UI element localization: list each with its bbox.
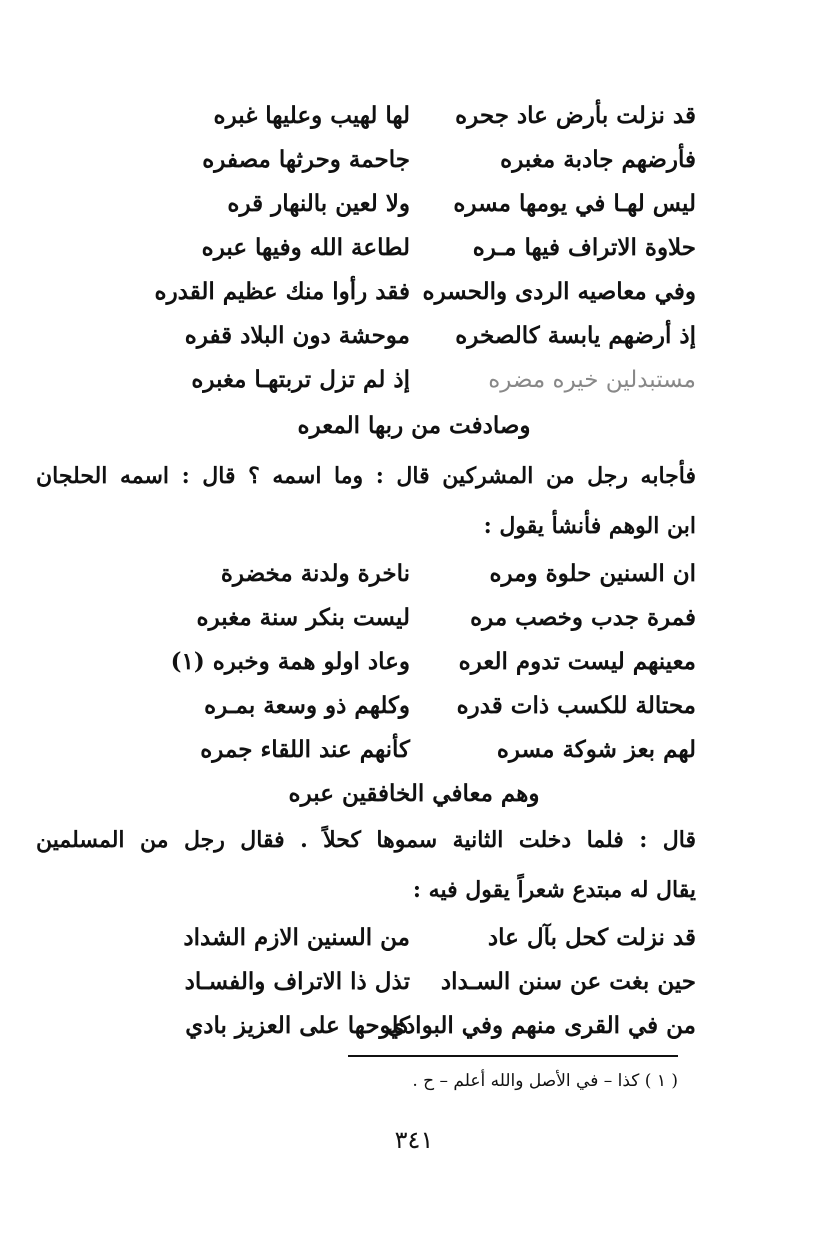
verse-first-hemistich: ان السنين حلوة ومره — [489, 560, 696, 587]
poem1-final-hemistich: وصادفت من ربها المعره — [297, 412, 531, 439]
verse-first-hemistich: فمرة جدب وخصب مره — [470, 604, 696, 631]
verse-second-hemistich: لها لهيب وعليها غبره — [213, 102, 410, 129]
poem2-verse-2 — [0, 598, 828, 638]
verse-first-hemistich: لهم بعز شوكة مسره — [496, 736, 696, 763]
footnote: ( ١ ) كذا – في الأصل والله أعلم – ح . — [412, 1071, 678, 1091]
poem1-verse-4 — [0, 228, 828, 268]
verse-second-hemistich: ناخرة ولدنة مخضرة — [220, 560, 410, 587]
poem2-verse-3 — [0, 642, 828, 682]
verse-second-hemistich: ولا لعين بالنهار قره — [227, 190, 410, 217]
verse-second-hemistich: تذل ذا الاتراف والفسـاد — [184, 968, 410, 995]
footnote-rule — [348, 1055, 678, 1057]
verse-first-hemistich: إذ أرضهم يابسة كالصخره — [455, 322, 696, 349]
verse-first-hemistich: حلاوة الاتراف فيها مـره — [472, 234, 696, 261]
poem2-verse-4 — [0, 686, 828, 726]
verse-first-hemistich: وفي معاصيه الردى والحسره — [422, 278, 696, 305]
page-number: ٣٤١ — [394, 1126, 434, 1154]
poem2-verse-5 — [0, 730, 828, 770]
verse-first-hemistich: ليس لهـا في يومها مسره — [453, 190, 696, 217]
verse-first-hemistich: قد نزلت بأرض عاد جحره — [455, 102, 696, 129]
verse-first-hemistich: من في القرى منهم وفي البوادي — [386, 1012, 696, 1039]
verse-first-hemistich: قد نزلت كحل بآل عاد — [487, 924, 696, 951]
poem2-final-hemistich: وهم معافي الخافقين عبره — [288, 780, 540, 807]
prose-line: يقال له مبتدع شعراً يقول فيه : — [412, 877, 696, 903]
verse-second-hemistich: ليست بنكر سنة مغبره — [196, 604, 410, 631]
verse-second-hemistich: لطاعة الله وفيها عبره — [201, 234, 410, 261]
verse-second-hemistich: موحشة دون البلاد قفره — [184, 322, 410, 349]
verse-first-hemistich: معينهم ليست تدوم العره — [458, 648, 696, 675]
verse-second-hemistich: وعاد اولو همة وخبره (١) — [170, 648, 410, 675]
verse-first-hemistich: فأرضهم جادبة مغبره — [500, 146, 696, 173]
poem3-verse-3 — [0, 1006, 828, 1046]
verse-second-hemistich: فقد رأوا منك عظيم القدره — [154, 278, 410, 305]
poem1-verse-7 — [0, 360, 828, 400]
verse-second-hemistich: كلوحها على العزيز بادي — [185, 1012, 410, 1039]
verse-second-hemistich: وكلهم ذو وسعة بمـره — [204, 692, 410, 719]
poem2-verse-1 — [0, 554, 828, 594]
verse-first-hemistich: مستبدلين خيره مضره — [488, 367, 696, 393]
prose-line: ابن الوهم فأنشأ يقول : — [483, 513, 696, 539]
poem1-verse-1 — [0, 96, 828, 136]
poem1-verse-6 — [0, 316, 828, 356]
poem1-verse-5 — [0, 272, 828, 312]
verse-second-hemistich: من السنين الازم الشداد — [183, 924, 410, 951]
verse-first-hemistich: حين بغت عن سنن السـداد — [440, 968, 696, 995]
verse-second-hemistich: إذ لم تزل تربتهـا مغبره — [191, 366, 410, 393]
verse-second-hemistich: جاحمة وحرثها مصفره — [202, 146, 410, 173]
poem3-verse-1 — [0, 918, 828, 958]
prose-line: فأجابه رجل من المشركين قال : وما اسمه ؟ قال : اسمه الحلجان — [36, 463, 696, 489]
verse-first-hemistich: محتالة للكسب ذات قدره — [456, 692, 696, 719]
poem1-verse-2 — [0, 140, 828, 180]
prose-line: قال : فلما دخلت الثانية سموها كحلاً . فقال رجل من المسلمين — [36, 827, 696, 853]
verse-second-hemistich: كأنهم عند اللقاء جمره — [200, 736, 410, 763]
poem3-verse-2 — [0, 962, 828, 1002]
poem1-verse-3 — [0, 184, 828, 224]
